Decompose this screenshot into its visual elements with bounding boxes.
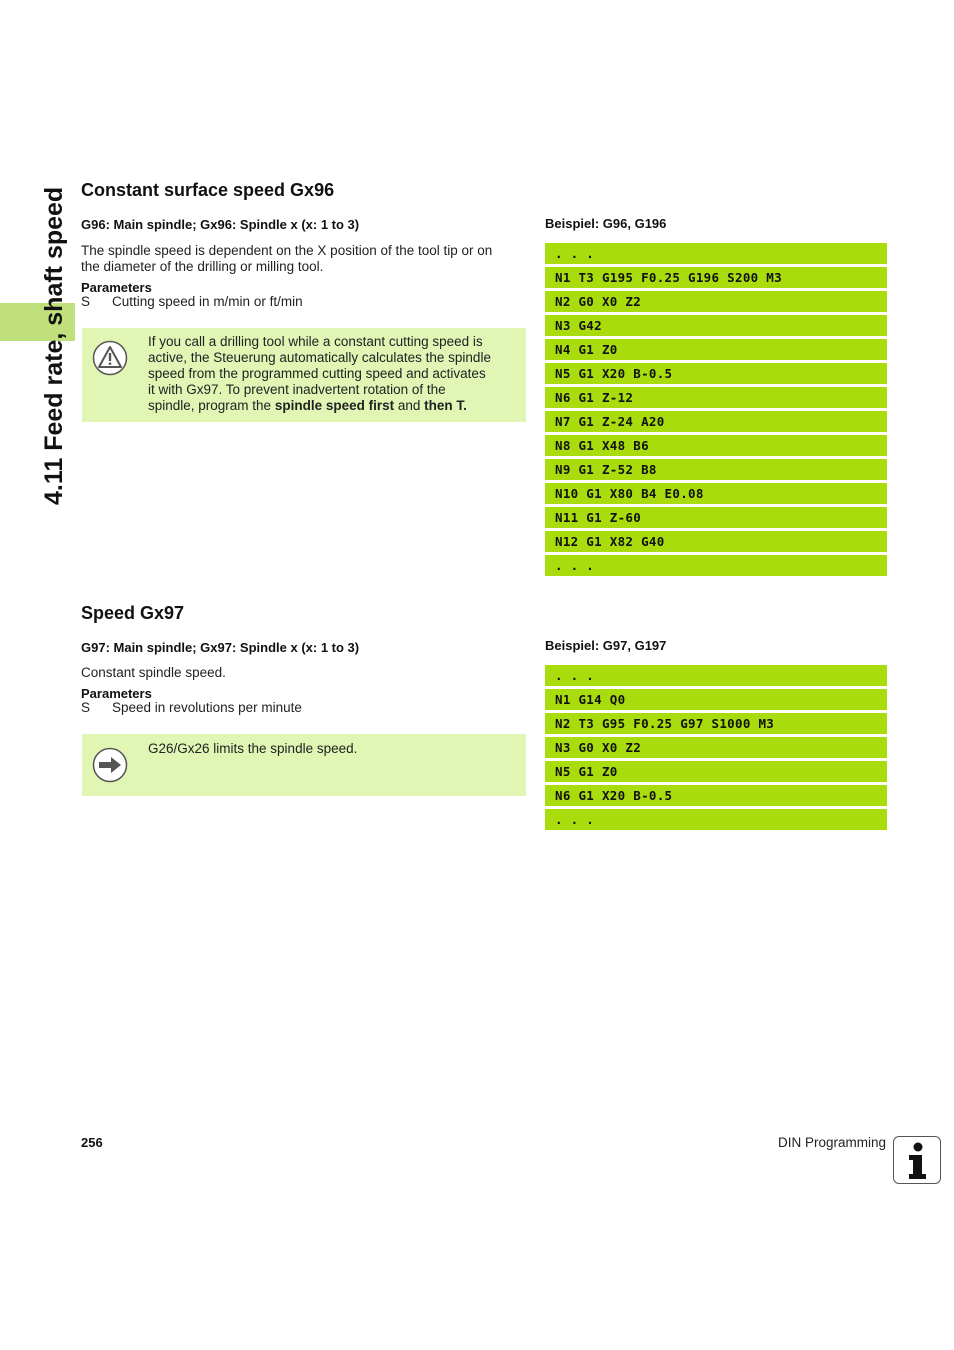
- code-line: N10 G1 X80 B4 E0.08: [545, 483, 887, 504]
- code-line: N1 G14 Q0: [545, 689, 887, 710]
- code-line: . . .: [545, 555, 887, 576]
- section-subheading-gx96: G96: Main spindle; Gx96: Spindle x (x: 1 to 3): [81, 217, 360, 232]
- code-line: N11 G1 Z-60: [545, 507, 887, 528]
- parameter-desc: Cutting speed in m/min or ft/min: [112, 294, 303, 309]
- code-line: N6 G1 Z-12: [545, 387, 887, 408]
- tip-note-text: G26/Gx26 limits the spindle speed.: [148, 741, 358, 756]
- code-listing-gx97: [545, 665, 887, 833]
- section-heading-gx96: Constant surface speed Gx96: [81, 180, 335, 200]
- code-line: N3 G0 X0 Z2: [545, 737, 887, 758]
- warning-note-text: If you call a drilling tool while a constant cutting speed is active, the Steuerung automatically calculates the spindle speed from the programmed cutting speed and activates it with Gx97. To prevent inadvertent rotation of the spindle, program the spindle speed first and then T.: [148, 334, 491, 413]
- code-line: N9 G1 Z-52 B8: [545, 459, 887, 480]
- example-label-gx96: Beispiel: G96, G196: [545, 216, 667, 231]
- parameter-row: [81, 294, 303, 309]
- info-icon: [893, 1136, 941, 1184]
- info-glyph: [894, 1137, 940, 1183]
- code-line: N12 G1 X82 G40: [545, 531, 887, 552]
- parameters-label: Parameters: [81, 280, 152, 295]
- warning-note: [82, 328, 526, 422]
- code-line: N2 T3 G95 F0.25 G97 S1000 M3: [545, 713, 887, 734]
- code-line: N7 G1 Z-24 A20: [545, 411, 887, 432]
- code-line: N4 G1 Z0: [545, 339, 887, 360]
- warning-icon: [92, 340, 128, 376]
- code-listing-gx96: [545, 243, 887, 579]
- section-subheading-gx97: G97: Main spindle; Gx97: Spindle x (x: 1 to 3): [81, 640, 360, 655]
- arrow-right-icon: [92, 747, 128, 783]
- page-number: 256: [81, 1135, 103, 1150]
- code-line: N3 G42: [545, 315, 887, 336]
- code-line: N5 G1 Z0: [545, 761, 887, 782]
- code-line: . . .: [545, 243, 887, 264]
- section-body-gx97: Constant spindle speed.: [81, 665, 226, 680]
- tip-note: [82, 734, 526, 796]
- code-line: N1 T3 G195 F0.25 G196 S200 M3: [545, 267, 887, 288]
- code-line: N2 G0 X0 Z2: [545, 291, 887, 312]
- code-line: N5 G1 X20 B-0.5: [545, 363, 887, 384]
- section-heading-gx97: Speed Gx97: [81, 603, 185, 623]
- section-body-gx96: The spindle speed is dependent on the X position of the tool tip or on the diameter of the drilling or milling tool.: [81, 243, 493, 274]
- chapter-sidebar-title: 4.11 Feed rate, shaft speed: [40, 186, 68, 505]
- parameter-key: S: [81, 700, 91, 715]
- parameter-key: S: [81, 294, 91, 309]
- code-line: N8 G1 X48 B6: [545, 435, 887, 456]
- parameters-label: Parameters: [81, 686, 152, 701]
- code-line: . . .: [545, 809, 887, 830]
- parameter-desc: Speed in revolutions per minute: [112, 700, 302, 715]
- chapter-name: DIN Programming: [777, 1135, 886, 1150]
- code-line: N6 G1 X20 B-0.5: [545, 785, 887, 806]
- parameter-row: [81, 700, 302, 715]
- code-line: . . .: [545, 665, 887, 686]
- example-label-gx97: Beispiel: G97, G197: [545, 638, 667, 653]
